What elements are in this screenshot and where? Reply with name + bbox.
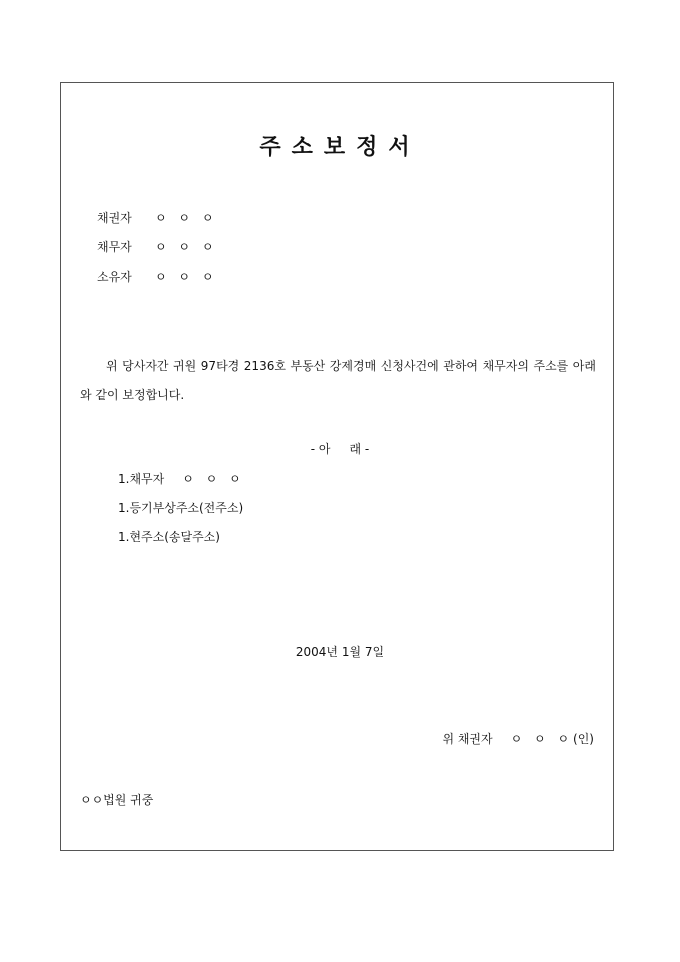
item-label: 1.채무자 bbox=[118, 472, 165, 486]
party-creditor bbox=[97, 209, 217, 226]
party-role: 소유자 bbox=[97, 270, 132, 284]
signature-line bbox=[442, 730, 594, 747]
party-owner bbox=[97, 268, 217, 285]
item-label: 1.등기부상주소(전주소) bbox=[118, 501, 244, 515]
list-item-current-address bbox=[118, 528, 220, 545]
body-paragraph: 위 당사자간 귀원 97타경 2136호 부동산 강제경매 신청사건에 관하여 채무자의 주소를 아래와 같이 보정합니다. bbox=[80, 359, 596, 402]
party-debtor bbox=[97, 238, 217, 255]
court-addressee: ㅇㅇ법원 귀중 bbox=[80, 793, 154, 807]
seal-mark: (인) bbox=[573, 732, 594, 746]
party-name: ㅇ ㅇ ㅇ bbox=[155, 211, 218, 225]
list-item-registered-address bbox=[118, 499, 243, 516]
signer-name: ㅇ ㅇ ㅇ bbox=[510, 732, 574, 746]
party-name: ㅇ ㅇ ㅇ bbox=[155, 240, 218, 254]
party-name: ㅇ ㅇ ㅇ bbox=[155, 270, 218, 284]
document-date: 2004년 1월 7일 bbox=[295, 645, 385, 659]
signer-prefix: 위 채권자 bbox=[442, 732, 493, 746]
list-item-debtor bbox=[118, 470, 245, 487]
item-label: 1.현주소(송달주소) bbox=[118, 530, 220, 544]
subheading: - 아 래 - bbox=[310, 442, 370, 456]
item-name: ㅇ ㅇ ㅇ bbox=[182, 472, 245, 486]
document-title: 주소보정서 bbox=[259, 134, 421, 160]
party-role: 채권자 bbox=[97, 211, 132, 225]
party-role: 채무자 bbox=[97, 240, 132, 254]
